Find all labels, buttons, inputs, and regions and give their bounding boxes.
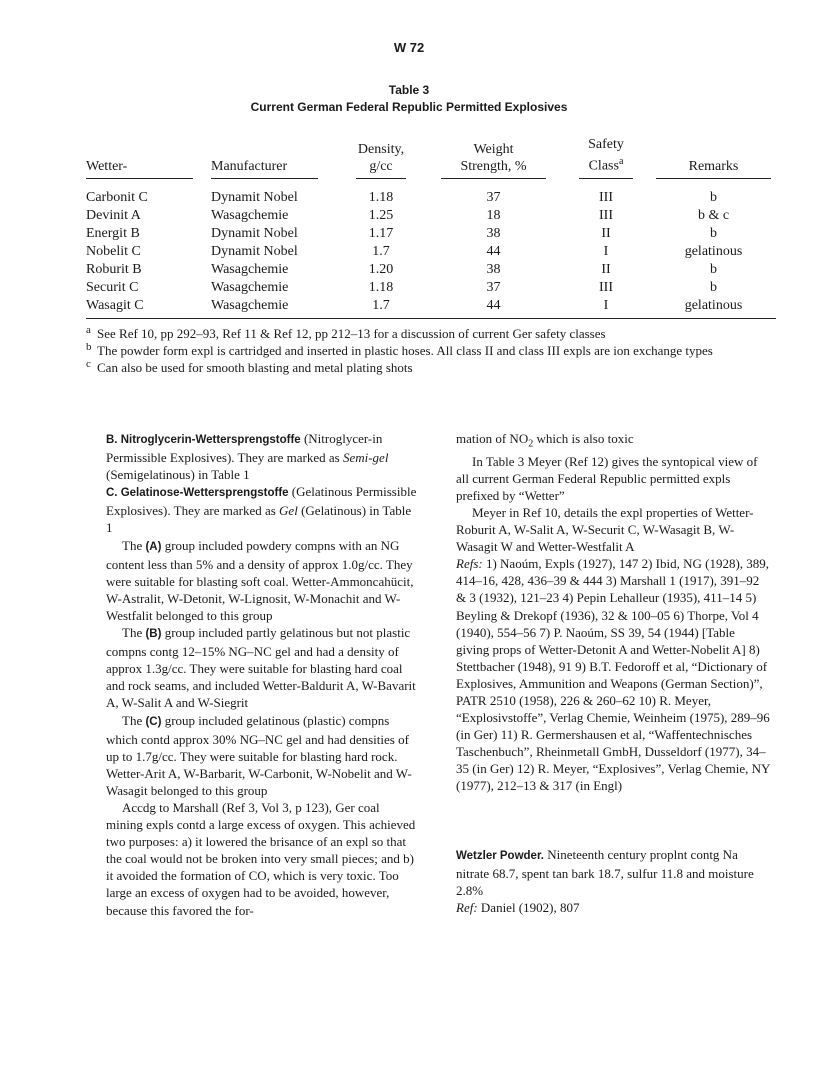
section-c-heading: C. Gelatinose-Wettersprengstoffe <box>106 487 289 500</box>
cell-manufacturer: Wasagchemie <box>211 297 336 319</box>
refs-label: Refs: <box>456 556 483 572</box>
cell-weight: 37 <box>486 189 501 205</box>
group-a-paragraph: The (A) group included powdery compns with an NG content less than 5% and a density of approx 1.0g/cc. They were suitable for blasting soft coal. Wetter-Ammoncahücit, W-Astralit, W-Detonit, W-Lignosit, W-Monachit and W-Westfalit belonged to this group <box>106 537 414 623</box>
footnote-a <box>86 325 766 342</box>
footnote-text: See Ref 10, pp 292–93, Ref 11 & Ref 12, pp 212–13 for a discussion of current Ger safety classes <box>97 326 606 341</box>
section-b-paragraph: B. Nitroglycerin-Wettersprengstoffe (Nitroglycer-in Permissible Explosives). They are marked as Semi-gel (Semigelatinous) in Table 1 <box>106 431 389 483</box>
table-row <box>86 207 776 225</box>
cell-safety: III <box>599 207 613 223</box>
page-label: W 72 <box>393 40 425 55</box>
cell-safety: III <box>599 189 613 205</box>
cell-weight: 18 <box>486 207 501 223</box>
cell-safety: III <box>599 279 613 295</box>
cell-manufacturer: Dynamit Nobel <box>211 189 298 205</box>
footnote-text: The powder form expl is cartridged and inserted in plastic hoses. All class II and class III expls are ion exchange types <box>97 343 713 358</box>
right-column <box>456 430 771 916</box>
cell-name: Devinit A <box>86 207 141 223</box>
cell-name: Wasagit C <box>86 297 211 319</box>
table-title: Table 3 <box>388 83 430 97</box>
cell-density: 1.7 <box>372 243 390 259</box>
cell-remarks: b & c <box>697 207 730 223</box>
cell-remarks: b <box>710 261 717 277</box>
cell-density: 1.25 <box>368 207 394 223</box>
table-row <box>86 179 776 207</box>
cell-weight: 44 <box>426 297 561 319</box>
cell-name: Carbonit C <box>86 189 148 205</box>
cell-name: Securit C <box>86 279 139 295</box>
footnote-b <box>86 342 766 359</box>
cell-remarks: b <box>710 279 717 295</box>
cell-remarks: gelatinous <box>684 243 743 259</box>
meyer-ref10-paragraph: Meyer in Ref 10, details the expl properties of Wetter-Roburit A, W-Salit A, W-Securit C, W-Wasagit B, W-Wasagit W and Wetter-Westfalit A <box>456 504 754 555</box>
cell-density: 1.18 <box>368 279 394 295</box>
cell-name: Nobelit C <box>86 243 141 259</box>
column-header-wetter: Wetter- <box>86 136 211 179</box>
column-header-remarks: Remarks <box>651 136 776 179</box>
column-header-manufacturer: Manufacturer <box>211 136 336 179</box>
cell-manufacturer: Wasagchemie <box>211 207 289 223</box>
section-c-paragraph: C. Gelatinose-Wettersprengstoffe (Gelatinous Permissible Explosives). They are marked as Gel (Gelatinous) in Table 1 <box>106 484 417 536</box>
marshall-paragraph: Accdg to Marshall (Ref 3, Vol 3, p 123), Ger coal mining expls contd a large excess of oxygen. This achieved two purposes: a) it lowered the brisance of an expl so that the coal would not be broken into very small pieces; and b) it avoided the formation of CO, which is very toxic. Too large an excess of oxygen had to be avoided, however, because this favored the for- <box>106 799 416 918</box>
table-header-row <box>86 136 776 179</box>
cell-weight: 38 <box>486 261 501 277</box>
cell-remarks: b <box>710 189 717 205</box>
cell-safety: II <box>601 261 611 277</box>
table-caption <box>0 82 818 116</box>
footnote-text: Can also be used for smooth blasting and metal plating shots <box>97 360 413 375</box>
cell-manufacturer: Wasagchemie <box>211 261 289 277</box>
cell-density: 1.7 <box>336 297 426 319</box>
footnote-mark: a <box>86 324 91 336</box>
section-b-heading: B. Nitroglycerin-Wettersprengstoffe <box>106 434 301 446</box>
continuation-paragraph: mation of $NO_2$ which is also toxic <box>456 431 634 450</box>
cell-safety: I <box>561 297 651 319</box>
wetzler-heading: Wetzler Powder. <box>456 849 544 862</box>
footnote-mark: b <box>86 341 92 353</box>
cell-safety: II <box>601 225 611 241</box>
table-row <box>86 297 776 319</box>
cell-weight: 38 <box>486 225 501 241</box>
cell-density: 1.18 <box>368 189 394 205</box>
references <box>456 555 771 794</box>
column-header-safety-class: Safety Class$^a$ <box>561 136 651 179</box>
footnote-c <box>86 359 766 376</box>
table-row <box>86 279 776 297</box>
table-subtitle: Current German Federal Republic Permitted Explosives <box>250 100 568 114</box>
cell-remarks: gelatinous <box>651 297 776 319</box>
meyer-table-paragraph: In Table 3 Meyer (Ref 12) gives the syntopical view of all current German Federal Republic permitted expls prefixed by “Wetter” <box>456 453 758 503</box>
cell-manufacturer: Dynamit Nobel <box>211 225 298 241</box>
explosives-table <box>86 136 776 319</box>
cell-safety: I <box>603 243 609 259</box>
column-header-weight-strength: Weight Strength, % <box>426 136 561 179</box>
wetzler-ref: Ref: Daniel (1902), 807 <box>456 899 580 915</box>
cell-name: Roburit B <box>86 261 142 277</box>
wetzler-powder-entry: Wetzler Powder. Nineteenth century proplnt contg Na nitrate 68.7, spent tan bark 18.7, sulfur 11.8 and moisture 2.8% Ref: Daniel (1902), 807 <box>456 846 771 916</box>
cell-density: 1.20 <box>368 261 394 277</box>
page-header <box>0 40 818 55</box>
footnote-marker-a: a <box>618 156 624 167</box>
footnote-mark: c <box>86 358 91 370</box>
cell-weight: 44 <box>486 243 501 259</box>
group-c-paragraph: The (C) group included gelatinous (plastic) compns which contd approx 30% NG–NC gel and had densities of up to 1.7g/cc. They were suitable for blasting hard rock. Wetter-Arit A, W-Barbarit, W-Carbonit, W-Nobelit and W-Wasagit belonged to this group <box>106 712 412 798</box>
table-footnotes <box>86 325 766 376</box>
cell-manufacturer: Dynamit Nobel <box>211 243 298 259</box>
table-row <box>86 243 776 261</box>
group-b-paragraph: The (B) group included partly gelatinous but not plastic compns contg 12–15% NG–NC gel and had a density of approx 1.3g/cc. They were suitable for blasting hard coal and rock seams, and included Wetter-Baldurit A, W-Bavarit A, W-Salit A and W-Siegrit <box>106 625 416 711</box>
cell-remarks: b <box>710 225 717 241</box>
cell-manufacturer: Wasagchemie <box>211 279 289 295</box>
cell-weight: 37 <box>486 279 501 295</box>
column-header-density: Density, g/cc <box>336 136 426 179</box>
refs-text: 1) Naoúm, Expls (1927), 147 2) Ibid, NG (1928), 389, 414–16, 428, 436–39 & 444 3) Marshall 1 (1917), 391–92 & 3 (1932), 121–23 4) Pepin Lehalleur (1935), 411–14 5) Beyling & Drekopf (1936), 32 & 100–05 6) Thorpe, Vol 4 (1940), 554–56 7) P. Naoúm, SS 39, 54 (1944) [Table giving props of Wetter-Detonit A and Wetter-Nobelit A] 8) Stettbacher (1948), 91 9) B.T. Fedoroff et al, “Dictionary of Explosives, Ammunition and Weapons (German Section)”, PATR 2510 (1958), 226 & 260–62 10) R. Meyer, “Explosivstoffe”, Verlag Chemie, Weinheim (1975), 289–96 (in Ger) 11) R. Germershausen et al, “Waffentechnisches Taschenbuch”, Rheinmetall GmbH, Dusseldorf (1977), 34–35 (in Ger) 12) R. Meyer, “Explosives”, Verlag Chemie, NY (1977), 212–13 & 317 (in Engl) <box>456 556 770 794</box>
table-row <box>86 261 776 279</box>
left-column <box>106 430 418 919</box>
cell-density: 1.17 <box>368 225 394 241</box>
table-row <box>86 225 776 243</box>
cell-name: Energit B <box>86 225 140 241</box>
